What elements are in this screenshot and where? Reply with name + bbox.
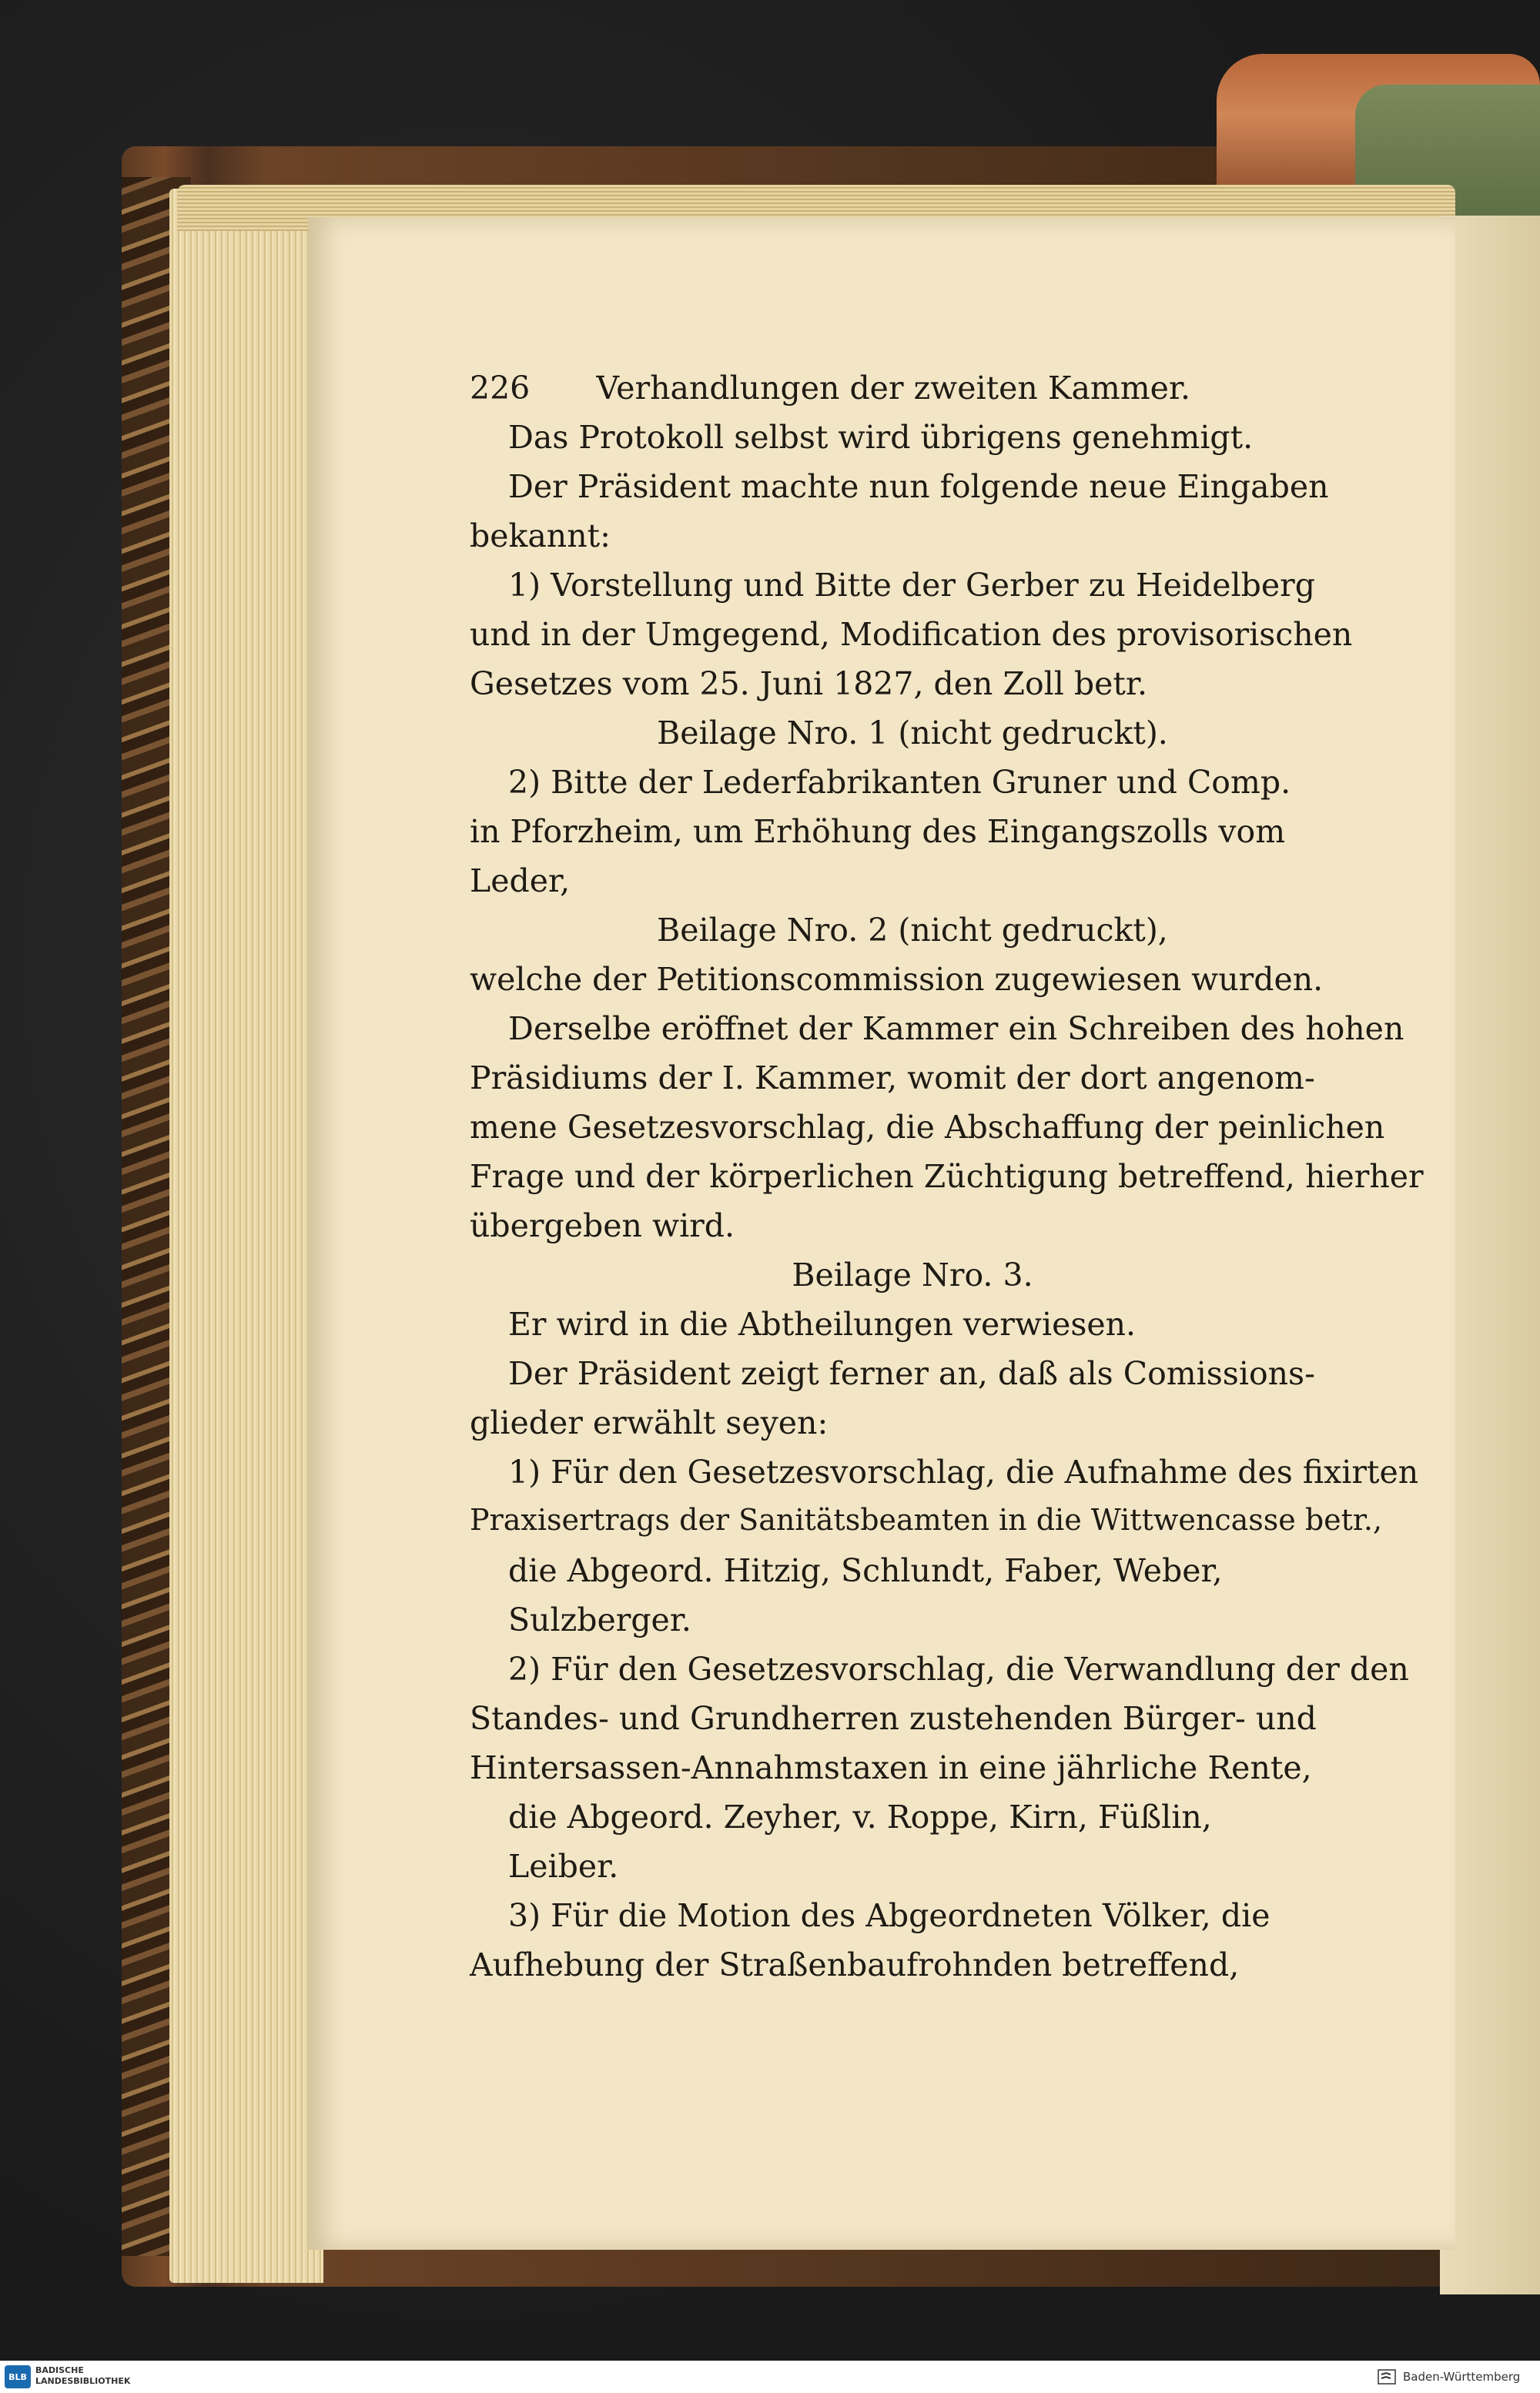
text-line: 3) Für die Motion des Abgeordneten Völker, die [508, 1897, 1270, 1934]
baden-wuerttemberg-crest-icon[interactable] [1377, 2367, 1397, 2387]
text-line: 2) Für den Gesetzesvorschlag, die Verwandlung der den [508, 1651, 1409, 1688]
text-line: Aufhebung der Straßenbaufrohnden betreffend, [470, 1946, 1240, 1983]
text-line: 2) Bitte der Lederfabrikanten Gruner und Comp. [508, 764, 1291, 801]
text-line: Er wird in die Abtheilungen verwiesen. [508, 1306, 1137, 1343]
text-line: bekannt: [470, 517, 611, 554]
blb-logo-icon[interactable]: BLB [5, 2365, 31, 2388]
library-name-line2: LANDESBIBLIOTHEK [35, 2376, 131, 2386]
running-head-title: Verhandlungen der zweiten Kammer. [596, 370, 1191, 407]
text-line: in Pforzheim, um Erhöhung des Eingangszolls vom [470, 813, 1286, 850]
text-line: mene Gesetzesvorschlag, die Abschaffung der peinlichen [470, 1109, 1385, 1146]
text-line: Sulzberger. [508, 1601, 691, 1638]
text-line: Standes- und Grundherren zustehenden Bürger- und [470, 1700, 1317, 1737]
text-line: Leiber. [508, 1848, 619, 1885]
text-line: welche der Petitionscommission zugewiesen wurden. [470, 961, 1324, 998]
text-line: Der Präsident machte nun folgende neue Eingaben [508, 468, 1329, 505]
page-number: 226 [470, 370, 531, 407]
text-line: und in der Umgegend, Modification des provisorischen [470, 616, 1353, 653]
text-line: Präsidiums der I. Kammer, womit der dort angenom- [470, 1059, 1315, 1096]
text-line: Frage und der körperlichen Züchtigung betreffend, hierher [470, 1158, 1424, 1195]
text-line: glieder erwählt seyen: [470, 1404, 829, 1441]
text-line: Derselbe eröffnet der Kammer ein Schreiben des hohen [508, 1010, 1404, 1047]
text-line: die Abgeord. Zeyher, v. Roppe, Kirn, Füßlin, [508, 1799, 1212, 1836]
text-line: Gesetzes vom 25. Juni 1827, den Zoll betr. [470, 665, 1148, 702]
text-line-supplement: Beilage Nro. 2 (nicht gedruckt), [657, 912, 1168, 949]
viewer-footer [0, 2361, 1540, 2393]
text-line: übergeben wird. [470, 1207, 735, 1244]
text-line: Der Präsident zeigt ferner an, daß als Comissions- [508, 1355, 1315, 1392]
partner-name[interactable]: Baden-Württemberg [1403, 2370, 1521, 2384]
text-line: Praxisertrags der Sanitätsbeamten in die Wittwencasse betr., [470, 1503, 1383, 1537]
text-line-supplement: Beilage Nro. 3. [792, 1257, 1033, 1294]
running-head [470, 370, 1190, 407]
text-line: die Abgeord. Hitzig, Schlundt, Faber, Weber, [508, 1552, 1223, 1589]
library-name[interactable] [35, 2365, 130, 2387]
text-line: 1) Für den Gesetzesvorschlag, die Aufnahme des fixirten [508, 1454, 1419, 1491]
text-line: Das Protokoll selbst wird übrigens genehmigt. [508, 419, 1254, 456]
page-stack-edge [169, 189, 323, 2283]
library-name-line1: BADISCHE [35, 2365, 84, 2375]
text-line-supplement: Beilage Nro. 1 (nicht gedruckt). [657, 715, 1168, 751]
text-line: 1) Vorstellung und Bitte der Gerber zu Heidelberg [508, 567, 1315, 604]
text-line: Hintersassen-Annahmstaxen in eine jährliche Rente, [470, 1749, 1312, 1786]
text-line: Leder, [470, 862, 571, 899]
